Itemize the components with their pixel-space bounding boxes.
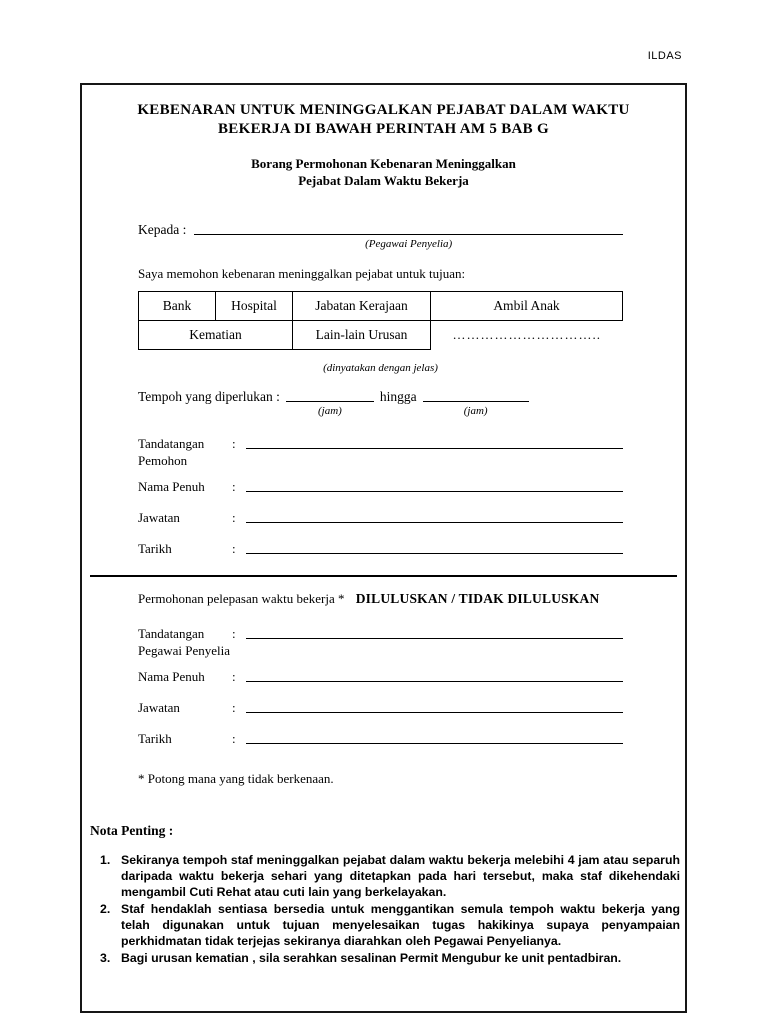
purpose-intro: Saya memohon kebenaran meninggalkan pejabat untuk tujuan: [138,266,466,281]
ildas-watermark: ILDAS [647,50,682,62]
note-number: 3. [100,951,111,965]
field-colon: : [232,510,236,525]
field-row-nama-penuh-2 [138,668,623,685]
field-row-tarikh-2 [138,730,623,747]
purpose-cell-ambil-anak: Ambil Anak [431,292,623,321]
field-blank-line [246,730,623,744]
field-blank-line [246,478,623,492]
tempoh-row [138,388,623,417]
field-colon: : [232,479,236,494]
tempoh-jam-caption-1: (jam) [317,405,342,417]
purpose-cell-lain-lain: Lain-lain Urusan [293,321,431,350]
field-blank-line [246,699,623,713]
kepada-label: Kepada : [138,222,187,237]
field-label-line2: Pemohon [138,453,188,468]
field-colon: : [232,436,236,451]
field-label: Nama Penuh [138,669,205,684]
kepada-caption: (Pegawai Penyelia) [365,238,453,250]
field-colon: : [232,541,236,556]
field-label: Tarikh [138,731,172,746]
form-title-line2: BEKERJA DI BAWAH PERINTAH AM 5 BAB G [218,121,549,137]
kepada-blank-line [194,221,623,235]
field-blank-line [246,668,623,682]
field-blank-line [246,540,623,554]
purpose-caption: (dinyatakan dengan jelas) [323,362,438,374]
field-colon: : [232,626,236,641]
field-row-jawatan-2 [138,699,623,716]
purpose-cell-hospital: Hospital [216,292,293,321]
form-subtitle-line2: Pejabat Dalam Waktu Bekerja [298,173,469,188]
field-row-tarikh [138,540,623,557]
field-label: Tandatangan [138,626,205,641]
field-label-line2: Pegawai Penyelia [138,643,231,658]
tempoh-hingga-label: hingga [379,389,417,404]
note-item [100,901,680,949]
field-label: Tandatangan [138,436,205,451]
approval-options: DILULUSKAN / TIDAK DILULUSKAN [355,591,600,606]
tempoh-blank-to [423,388,529,402]
note-text: Bagi urusan kematian , sila serahkan sesalinan Permit Mengubur ke unit pentadbiran. [121,951,622,965]
field-colon: : [232,731,236,746]
kepada-row [138,221,623,250]
form-border-box [80,83,687,1013]
purpose-cell-jabatan-kerajaan: Jabatan Kerajaan [293,292,431,321]
form-subtitle [82,155,685,189]
tempoh-jam-caption-2: (jam) [463,405,488,417]
field-label: Jawatan [138,700,180,715]
approval-line [138,591,623,607]
field-label: Tarikh [138,541,172,556]
form-title-line1: KEBENARAN UNTUK MENINGGALKAN PEJABAT DALAM WAKTU [137,102,630,118]
footnote: * Potong mana yang tidak berkenaan. [138,771,334,786]
field-row-jawatan [138,509,623,526]
purpose-table [138,291,623,350]
note-text: Sekiranya tempoh staf meninggalkan pejabat dalam waktu bekerja melebihi 4 jam atau separuh daripada waktu bekerja sehari yang ditetapkan pada hari tersebut, maka staf dikehendaki mengambil Cuti Rehat atau cuti lain yang berkelayakan. [121,853,680,899]
form-title [82,101,685,139]
note-text: Staf hendaklah sentiasa bersedia untuk menggantikan semula tempoh waktu bekerja yang telah digunakan untuk tujuan menyelesaikan tugas hakikinya supaya penyampaian perkhidmatan tidak terjejas sekiranya diarahkan oleh Pegawai Penyelianya. [121,902,680,948]
tempoh-label: Tempoh yang diperlukan : [138,389,280,404]
note-item [100,852,680,900]
approval-text: Permohonan pelepasan waktu bekerja * [138,591,345,606]
note-number: 2. [100,902,111,916]
field-row-tandatangan-pemohon [138,435,623,469]
notes-list [82,839,685,966]
field-blank-line [246,625,623,639]
field-colon: : [232,700,236,715]
tempoh-blank-from [286,388,374,402]
field-colon: : [232,669,236,684]
purpose-cell-kematian: Kematian [139,321,293,350]
note-item [100,950,680,966]
field-blank-line [246,435,623,449]
section-divider [90,575,677,577]
field-label: Nama Penuh [138,479,205,494]
form-subtitle-line1: Borang Permohonan Kebenaran Meninggalkan [251,156,516,171]
notes-heading: Nota Penting : [90,823,174,838]
field-row-tandatangan-penyelia [138,625,623,659]
field-blank-line [246,509,623,523]
purpose-cell-other-dotted-line: ………………………….. [452,327,601,343]
note-number: 1. [100,853,111,867]
field-row-nama-penuh [138,478,623,495]
purpose-cell-bank: Bank [139,292,216,321]
field-label: Jawatan [138,510,180,525]
